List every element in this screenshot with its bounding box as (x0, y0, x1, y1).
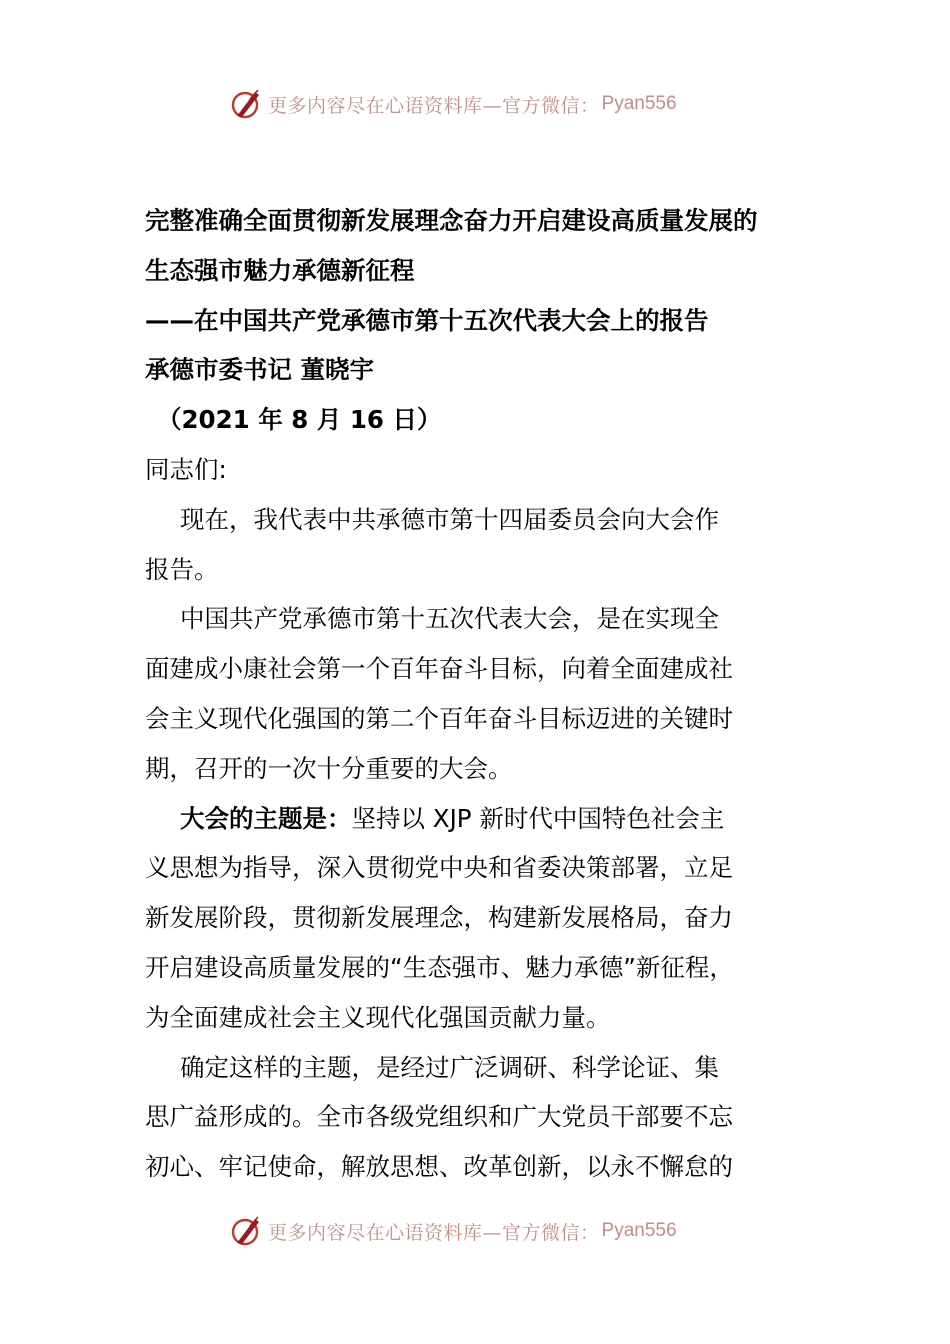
paragraph-line (145, 794, 817, 844)
doc-title-line-1: 完整准确全面贯彻新发展理念奋力开启建设高质量发展的 (145, 206, 758, 235)
doc-subtitle: ——在中国共产党承德市第十五次代表大会上的报告 (145, 305, 709, 335)
doc-author: 承德市委书记 董晓宇 (145, 355, 375, 385)
quill-pen-logo-icon (228, 1213, 264, 1249)
quill-pen-logo-icon (228, 86, 264, 122)
paragraph-line: 初心、牢记使命，解放思想、改革创新，以永不懈怠的 (145, 1152, 733, 1182)
doc-date: （2021 年 8 月 16 日） (157, 405, 442, 435)
document-body (145, 196, 817, 1192)
paragraph-line: 思广益形成的。全市各级党组织和广大党员干部要不忘 (145, 1102, 733, 1132)
doc-greeting: 同志们: (145, 454, 227, 484)
paragraph-line: 面建成小康社会第一个百年奋斗目标，向着全面建成社 (145, 654, 733, 684)
paragraph-line: 现在，我代表中共承德市第十四届委员会向大会作 (180, 504, 719, 534)
paragraph-line: 新发展阶段，贯彻新发展理念，构建新发展格局，奋力 (145, 903, 733, 933)
watermark-account: Pyan556 (601, 1220, 677, 1241)
watermark-footer (228, 1211, 677, 1251)
watermark-account: Pyan556 (601, 93, 677, 114)
watermark-text: 更多内容尽在心语资料库—官方微信： (268, 1221, 600, 1244)
paragraph-line: 义思想为指导，深入贯彻党中央和省委决策部署，立足 (145, 853, 733, 883)
paragraph-line: 会主义现代化强国的第二个百年奋斗目标迈进的关键时 (145, 703, 733, 733)
paragraph-line: 为全面建成社会主义现代化强国贡献力量。 (145, 1002, 611, 1032)
paragraph-line: 中国共产党承德市第十五次代表大会，是在实现全 (180, 604, 719, 634)
paragraph-line: 开启建设高质量发展的“生态强市、魅力承德”新征程， (145, 952, 734, 982)
paragraph-line: 报告。 (145, 554, 219, 584)
theme-text: 坚持以 XJP 新时代中国特色社会主 (351, 803, 725, 833)
paragraph-line: 期，召开的一次十分重要的大会。 (145, 753, 513, 783)
theme-lead: 大会的主题是： (180, 803, 352, 833)
paragraph-line: 确定这样的主题，是经过广泛调研、科学论证、集 (180, 1052, 719, 1082)
watermark-header (228, 84, 677, 124)
watermark-text: 更多内容尽在心语资料库—官方微信： (268, 94, 600, 117)
doc-title-line-2: 生态强市魅力承德新征程 (145, 255, 415, 285)
